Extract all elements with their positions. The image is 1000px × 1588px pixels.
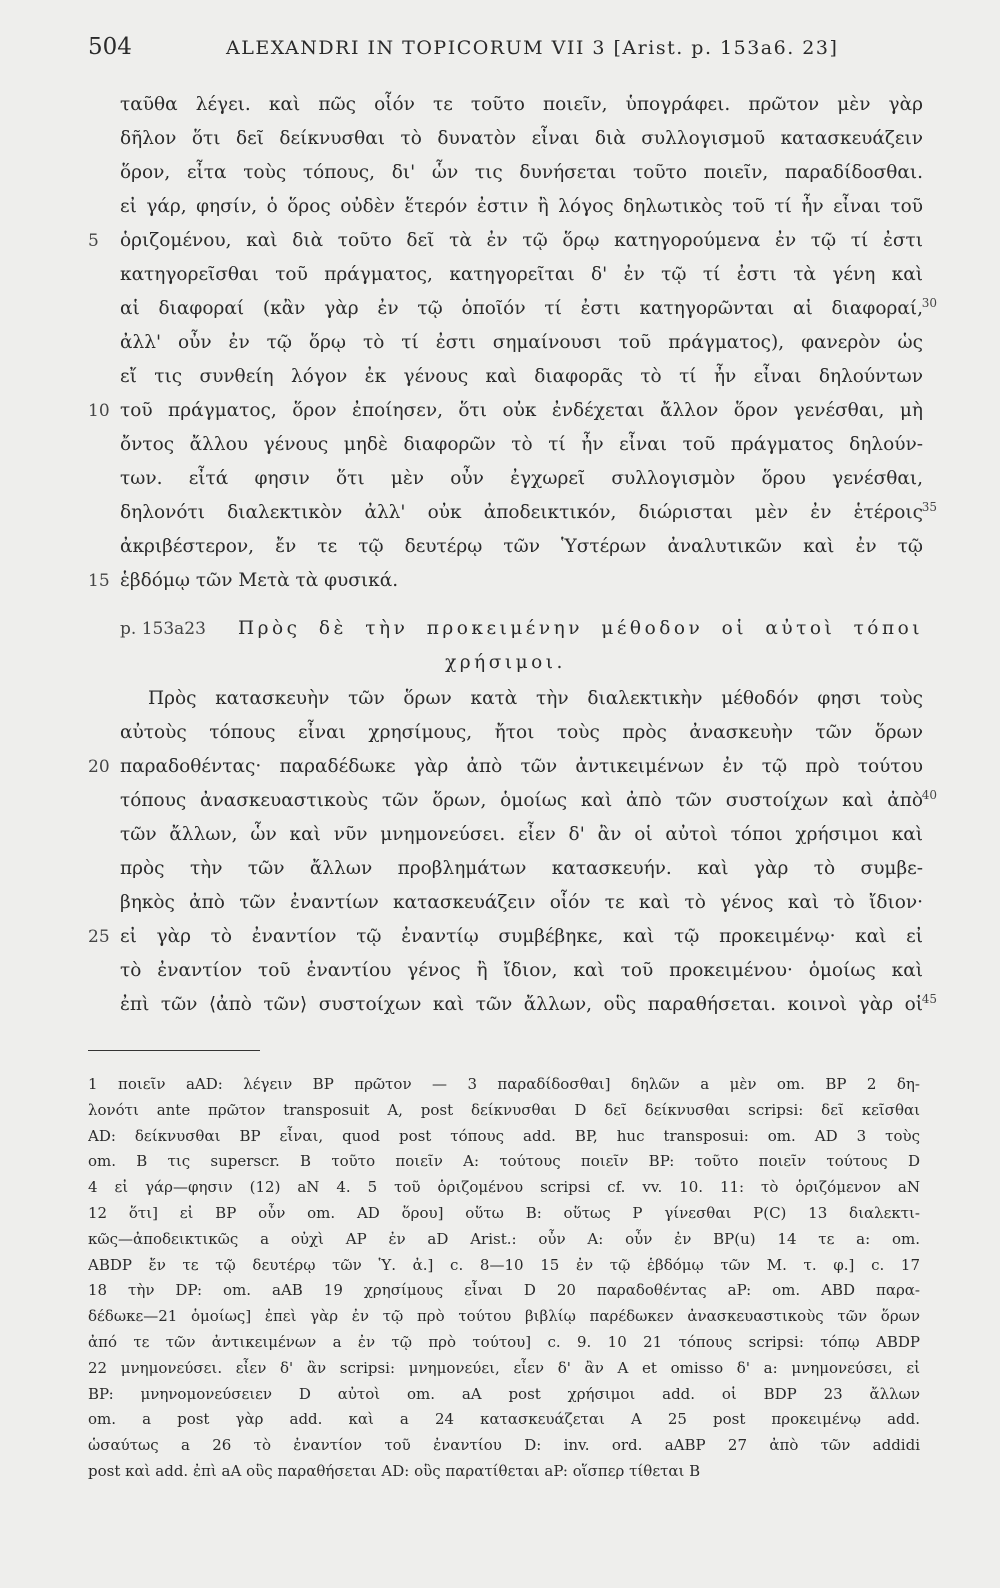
line-text: εἰ γάρ, φησίν, ὁ ὅρος οὐδὲν ἕτερόν ἐστιν ἢ λόγος δηλωτικὸς τοῦ τί ἦν εἶναι τοῦ xyxy=(120,196,923,217)
apparatus-line: om. B τις superscr. B τοῦτο ποιεῖν A: τούτους ποιεῖν BP: τοῦτο ποιεῖν τούτους D xyxy=(88,1152,920,1171)
line-text: πρὸς τὴν τῶν ἄλλων προβλημάτων κατασκευήν. καὶ γὰρ τὸ συμβε- xyxy=(120,858,923,879)
text-line xyxy=(88,258,923,292)
page-number: 504 xyxy=(88,34,132,60)
line-text: εἰ γὰρ τὸ ἐναντίον τῷ ἐναντίῳ συμβέβηκε, καὶ τῷ προκειμένῳ· καὶ εἰ xyxy=(120,926,923,947)
line-text: ἑβδόμῳ τῶν Μετὰ τὰ φυσικά. xyxy=(120,570,399,591)
text-line xyxy=(88,156,923,190)
text-line xyxy=(88,886,923,920)
page-header xyxy=(88,34,908,70)
apparatus-line: 4 εἰ γάρ—φησιν (12) aN 4. 5 τοῦ ὁριζομένου scripsi cf. vv. 10. 11: τὸ ὁριζόμενον aN xyxy=(88,1178,920,1197)
text-line xyxy=(88,88,923,122)
apparatus-line: κῶς—ἀποδεικτικῶς a οὐχὶ AP ἐν aD Arist.: οὖν A: οὖν ἐν BP(u) 14 τε a: om. xyxy=(88,1229,920,1248)
apparatus-line: ὡσαύτως a 26 τὸ ἐναντίον τοῦ ἐναντίου D: inv. ord. aABP 27 ἀπὸ τῶν addidi xyxy=(88,1436,920,1455)
text-line xyxy=(88,530,923,564)
line-number: 5 xyxy=(88,231,99,251)
line-text: βηκὸς ἀπὸ τῶν ἐναντίων κατασκευάζειν οἷόν τε καὶ τὸ γένος καὶ τὸ ἴδιον· xyxy=(120,892,923,913)
text-line xyxy=(88,852,923,886)
text-line xyxy=(88,818,923,852)
apparatus-line: BP: μνηνομονεύσειεν D αὐτοὶ om. aA post χρήσιμοι add. οἱ BDP 23 ἄλλων xyxy=(88,1384,920,1403)
line-text: ἀλλ' οὖν ἐν τῷ ὅρῳ τὸ τί ἐστι σημαίνουσι τοῦ πράγματος), φανερὸν ὡς xyxy=(120,332,923,353)
text-line xyxy=(88,224,923,258)
text-line xyxy=(88,122,923,156)
line-text: δηλονότι διαλεκτικὸν ἀλλ' οὐκ ἀποδεικτικόν, διώρισται μὲν ἐν ἑτέροις xyxy=(120,502,923,523)
line-text: παραδοθέντας· παραδέδωκε γὰρ ἀπὸ τῶν ἀντικειμένων ἐν τῷ πρὸ τούτου xyxy=(120,756,923,777)
lemma xyxy=(88,612,923,646)
line-text: ὁριζομένου, καὶ διὰ τοῦτο δεῖ τὰ ἐν τῷ ὅρῳ κατηγορούμενα ἐν τῷ τί ἐστι xyxy=(120,230,923,251)
line-text: ταῦθα λέγει. καὶ πῶς οἷόν τε τοῦτο ποιεῖν, ὑπογράφει. πρῶτον μὲν γὰρ xyxy=(120,94,923,115)
margin-line-number: 30 xyxy=(921,296,937,310)
text-line xyxy=(88,920,923,954)
apparatus-line: 18 τὴν DP: om. aAB 19 χρησίμους εἶναι D 20 παραδοθέντας aP: om. ABD παρα- xyxy=(88,1281,920,1300)
text-line xyxy=(88,784,937,818)
critical-apparatus xyxy=(88,1072,920,1485)
text-line xyxy=(88,988,937,1022)
apparatus-line: δέδωκε—21 ὁμοίως] ἐπεὶ γὰρ ἐν τῷ πρὸ τούτου βιβλίῳ παρέδωκεν ἀνασκευαστικοὺς τῶν ὅρων xyxy=(88,1307,920,1326)
line-text: τὸ ἐναντίον τοῦ ἐναντίου γένος ἢ ἴδιον, καὶ τοῦ προκειμένου· ὁμοίως καὶ xyxy=(120,960,923,981)
apparatus-line: ἀπό τε τῶν ἀντικειμένων a ἐν τῷ πρὸ τούτου] c. 9. 10 21 τόπους scripsi: τόπῳ ABDP xyxy=(88,1332,920,1351)
line-text: ὄντος ἄλλου γένους μηδὲ διαφορῶν τὸ τί ἦν εἶναι τοῦ πράγματος δηλούν- xyxy=(120,434,923,455)
commentary-block-2 xyxy=(88,682,937,1022)
apparatus-line: post καὶ add. ἐπὶ aA οὓς παραθήσεται AD: οὓς παρατίθεται aP: οἵσπερ τίθεται B xyxy=(88,1461,701,1480)
text-line xyxy=(88,496,937,530)
main-text xyxy=(88,88,937,1022)
line-number: 25 xyxy=(88,927,110,947)
apparatus-line: AD: δείκνυσθαι BP εἶναι, quod post τόπους add. BP, huc transposui: om. AD 3 τοὺς xyxy=(88,1126,920,1145)
lemma-reference: p. 153a23 xyxy=(120,619,206,639)
line-text: ἐπὶ τῶν ⟨ἀπὸ τῶν⟩ συστοίχων καὶ τῶν ἄλλων, οὓς παραθήσεται. κοινοὶ γὰρ οἱ xyxy=(120,994,923,1015)
lemma-text-line-2: χρήσιμοι. xyxy=(445,652,566,673)
line-text: τόπους ἀνασκευαστικοὺς τῶν ὅρων, ὁμοίως καὶ ἀπὸ τῶν συστοίχων καὶ ἀπὸ xyxy=(120,790,923,811)
line-number: 15 xyxy=(88,571,110,591)
apparatus-line: 1 ποιεῖν aAD: λέγειν BP πρῶτον — 3 παραδίδοσθαι] δηλῶν a μὲν om. BP 2 δη- xyxy=(88,1075,920,1093)
lemma-text-line-1: Πρὸς δὲ τὴν προκειμένην μέθοδον οἱ αὐτοὶ τόποι xyxy=(238,618,923,639)
line-text: αὐτοὺς τόπους εἶναι χρησίμους, ἤτοι τοὺς πρὸς ἀνασκευὴν τῶν ὅρων xyxy=(120,722,923,743)
line-text: τοῦ πράγματος, ὅρον ἐποίησεν, ὅτι οὐκ ἐνδέχεται ἄλλον ὅρον γενέσθαι, μὴ xyxy=(120,400,923,421)
text-line xyxy=(88,716,923,750)
apparatus-line: om. a post γὰρ add. καὶ a 24 κατασκευάζεται A 25 post προκειμένῳ add. xyxy=(88,1410,920,1429)
line-text: ὅρον, εἶτα τοὺς τόπους, δι' ὧν τις δυνήσεται τοῦτο ποιεῖν, παραδίδοσθαι. xyxy=(120,162,923,183)
line-text: ἀκριβέστερον, ἔν τε τῷ δευτέρῳ τῶν Ὑστέρων ἀναλυτικῶν καὶ ἐν τῷ xyxy=(120,536,923,557)
line-text: αἱ διαφοραί (κἂν γὰρ ἐν τῷ ὁποῖόν τί ἐστι κατηγορῶνται αἱ διαφοραί, xyxy=(120,298,923,319)
text-line xyxy=(88,462,923,496)
line-number: 10 xyxy=(88,401,110,421)
line-text: δῆλον ὅτι δεῖ δείκνυσθαι τὸ δυνατὸν εἶναι διὰ συλλογισμοῦ κατασκευάζειν xyxy=(120,128,923,149)
apparatus-line: 12 ὅτι] εἰ BP οὖν om. AD ὅρου] οὕτω B: οὕτως P γίνεσθαι P(C) 13 διαλεκτι- xyxy=(88,1203,920,1222)
line-text: των. εἶτά φησιν ὅτι μὲν οὖν ἐγχωρεῖ συλλογισμὸν ὅρου γενέσθαι, xyxy=(120,468,923,489)
text-line xyxy=(88,190,923,224)
margin-line-number: 45 xyxy=(921,992,937,1006)
margin-line-number: 35 xyxy=(921,500,937,514)
text-line xyxy=(88,428,923,462)
text-line xyxy=(88,750,923,784)
text-line xyxy=(88,564,923,598)
apparatus-line: ABDP ἔν τε τῷ δευτέρῳ τῶν Ὑ. ἀ.] c. 8—10 15 ἐν τῷ ἑβδόμῳ τῶν Μ. τ. φ.] c. 17 xyxy=(88,1255,920,1274)
apparatus-line: λονότι ante πρῶτον transposuit A, post δείκνυσθαι D δεῖ δείκνυσθαι scripsi: δεῖ κεῖσθαι xyxy=(88,1100,920,1119)
footnote-rule xyxy=(88,1050,260,1051)
margin-line-number: 40 xyxy=(921,788,937,802)
text-line xyxy=(88,954,923,988)
line-text: κατηγορεῖσθαι τοῦ πράγματος, κατηγορεῖται δ' ἐν τῷ τί ἐστι τὰ γένη καὶ xyxy=(120,264,923,285)
apparatus-line: 22 μνημονεύσει. εἶεν δ' ἂν scripsi: μνημονεύει, εἶεν δ' ἂν A et omisso δ' a: μνημονεύσει, εἰ xyxy=(88,1358,920,1377)
text-line xyxy=(88,394,923,428)
line-number: 20 xyxy=(88,757,110,777)
line-text: Πρὸς κατασκευὴν τῶν ὅρων κατὰ τὴν διαλεκτικὴν μέθοδόν φησι τοὺς xyxy=(148,688,923,709)
text-line xyxy=(88,360,923,394)
line-text: τῶν ἄλλων, ὧν καὶ νῦν μνημονεύσει. εἶεν δ' ἂν οἱ αὐτοὶ τόποι χρήσιμοι καὶ xyxy=(120,824,923,845)
running-title: ALEXANDRI IN TOPICORUM VII 3 [Arist. p. 153a6. 23] xyxy=(226,37,839,59)
text-line xyxy=(88,326,923,360)
text-line xyxy=(88,682,923,716)
commentary-block-1 xyxy=(88,88,937,598)
text-line xyxy=(88,292,937,326)
line-text: εἴ τις συνθείη λόγον ἐκ γένους καὶ διαφορᾶς τὸ τί ἦν εἶναι δηλούντων xyxy=(120,366,923,387)
